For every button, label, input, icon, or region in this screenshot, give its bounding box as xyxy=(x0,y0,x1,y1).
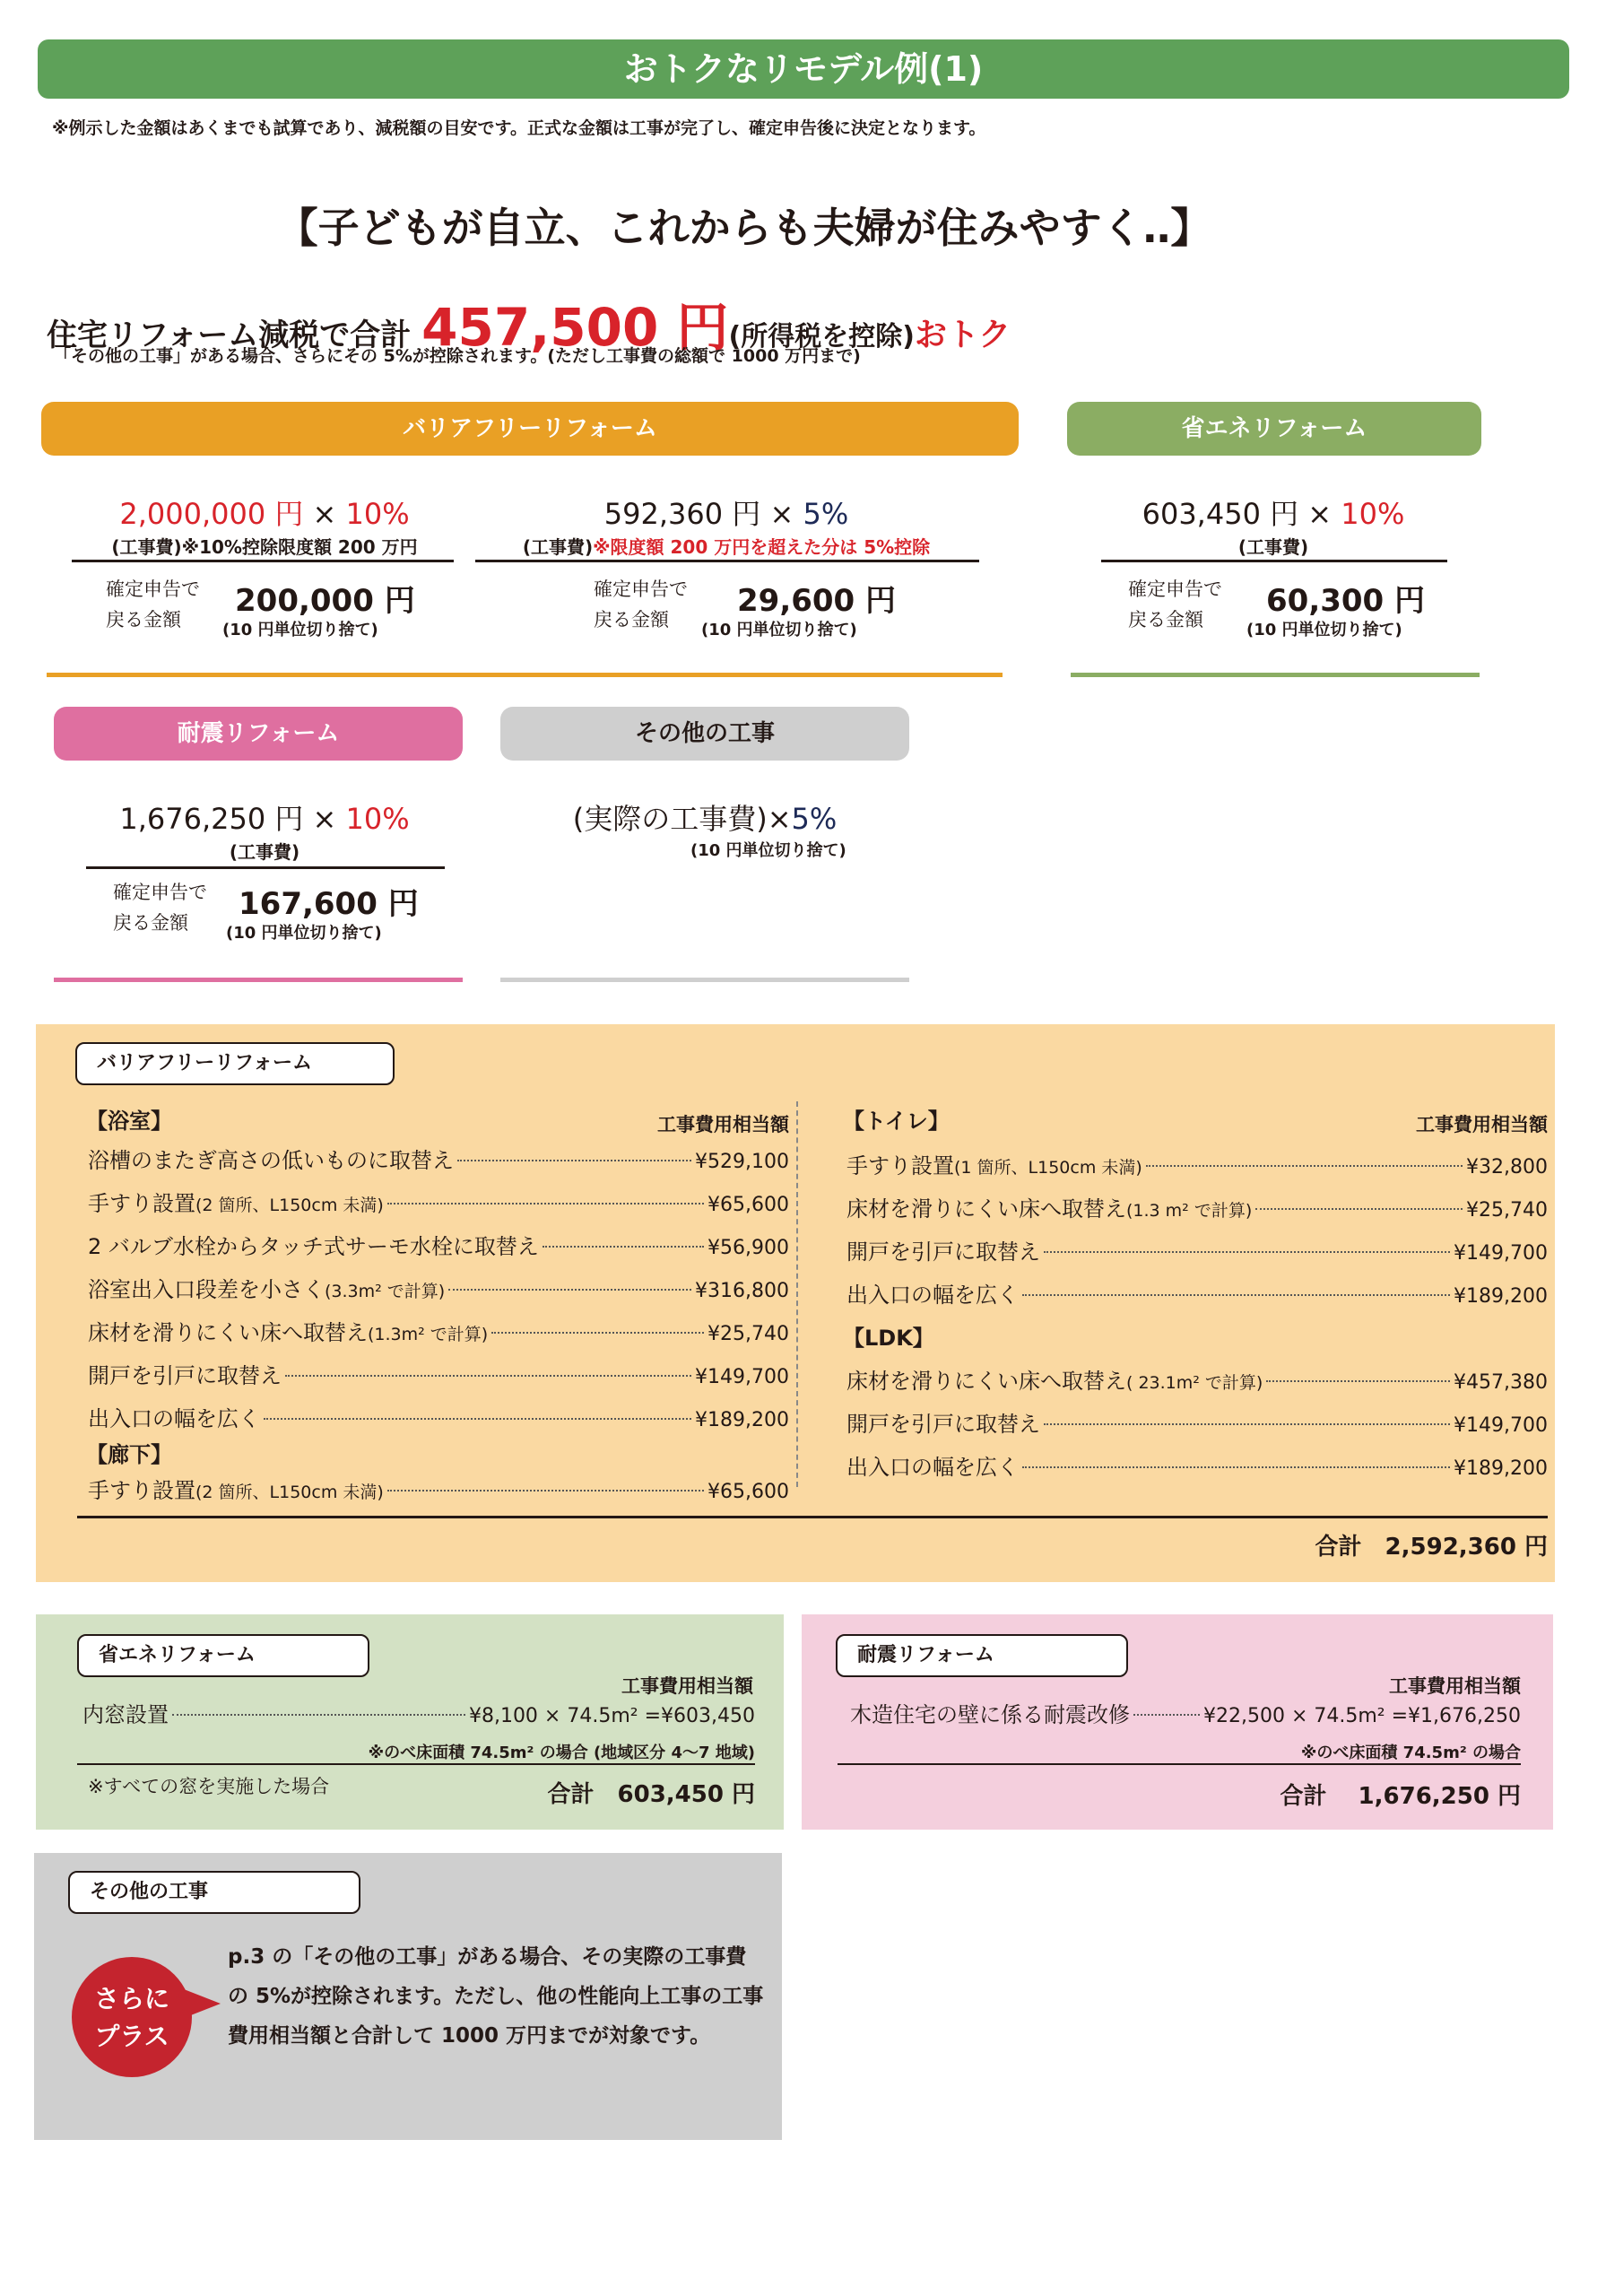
item-label: 手すり設置 xyxy=(88,1191,195,1216)
divider xyxy=(77,1763,755,1765)
calc-b2-note-b: ※限度額 200 万円を超えた分は 5%控除 xyxy=(593,536,931,558)
refund-label-1: 確定申告で xyxy=(594,578,688,600)
calc-other-formula xyxy=(500,796,909,838)
calc-quake-rate: 10% xyxy=(345,802,410,836)
calc-other-base: (実際の工事費) xyxy=(572,802,768,836)
barrier-free-detail-panel xyxy=(36,1024,1555,1582)
item-sub: (1.3m² で計算) xyxy=(368,1325,489,1344)
item-label: 開戸を引戸に取替え xyxy=(846,1412,1040,1437)
rounding-note: (10 円単位切り捨て) xyxy=(1246,621,1402,639)
item-label: 手すり設置 xyxy=(846,1153,954,1178)
divider xyxy=(475,560,979,562)
refund-eco: 60,300 円 xyxy=(1266,583,1426,619)
list-item xyxy=(88,1182,789,1225)
refund-label-1: 確定申告で xyxy=(113,882,207,903)
item-value: ¥25,740 xyxy=(1466,1199,1548,1222)
column-head: 工事費用相当額 xyxy=(657,1114,789,1135)
item-value: ¥457,380 xyxy=(1454,1371,1548,1394)
eco-note: ※すべての窓を実施した場合 xyxy=(88,1776,330,1797)
calc-eco-formula xyxy=(1085,491,1462,533)
calc-quake-base: 1,676,250 円 xyxy=(119,802,304,836)
column-head: 工事費用相当額 xyxy=(1389,1675,1521,1697)
list-item xyxy=(846,1360,1548,1403)
pill-barrier-free: バリアフリーリフォーム xyxy=(41,402,1019,456)
item-label: 床材を滑りにくい床へ取替え xyxy=(88,1320,368,1345)
item-value: ¥149,700 xyxy=(695,1366,789,1388)
refund-label xyxy=(594,574,688,635)
item-label: 木造住宅の壁に係る耐震改修 xyxy=(850,1702,1130,1727)
headline: 【子どもが自立、これからも夫婦が住みやすく‥】 xyxy=(276,204,1212,252)
item-value: ¥189,200 xyxy=(1454,1457,1548,1480)
item-label: 浴槽のまたぎ高さの低いものに取替え xyxy=(88,1148,454,1173)
calc-b2-times: × xyxy=(769,497,794,531)
item-value: ¥65,600 xyxy=(708,1481,789,1503)
calc-b2-base: 592,360 円 xyxy=(603,497,761,531)
calc-quake-note: (工事費) xyxy=(229,841,300,863)
list-item xyxy=(846,1446,1548,1489)
summary-note: 「その他の工事」がある場合、さらにその 5%が控除されます。(ただし工事費の総額で 1000 万円まで) xyxy=(54,346,861,366)
item-label: 出入口の幅を広く xyxy=(88,1406,260,1431)
toilet-list xyxy=(846,1144,1548,1317)
calc-other-times: × xyxy=(767,802,792,836)
calc-b2-note-a: (工事費) xyxy=(522,536,594,558)
refund-label xyxy=(106,574,200,635)
quake-foot: ※のべ床面積 74.5m² の場合 xyxy=(1300,1744,1521,1762)
list-item xyxy=(82,1693,755,1736)
refund-label-2: 戻る金額 xyxy=(106,609,181,631)
item-sub: ( 23.1m² で計算) xyxy=(1126,1373,1263,1393)
divider xyxy=(77,1516,1548,1518)
calc-eco-times: × xyxy=(1307,497,1333,531)
quake-total: 合計 1,676,250 円 xyxy=(1280,1783,1521,1810)
list-item xyxy=(850,1693,1521,1736)
panel-tag: 耐震リフォーム xyxy=(836,1634,1128,1677)
item-value: ¥65,600 xyxy=(708,1194,789,1216)
column-head: 工事費用相当額 xyxy=(621,1675,753,1697)
divider xyxy=(86,866,445,869)
list-item xyxy=(88,1354,789,1397)
divider xyxy=(838,1763,1521,1765)
badge-line-1: さらに xyxy=(93,1984,169,2013)
calc-b2-formula xyxy=(475,491,977,533)
hall-list xyxy=(88,1469,789,1512)
calc-quake-formula xyxy=(54,796,475,838)
calc-eco-note: (工事費) xyxy=(1237,536,1309,558)
item-label: 床材を滑りにくい床へ取替え xyxy=(846,1196,1126,1222)
refund-label-1: 確定申告で xyxy=(106,578,200,600)
item-label: 床材を滑りにくい床へ取替え xyxy=(846,1369,1126,1394)
refund-label-2: 戻る金額 xyxy=(594,609,669,631)
item-label: 内窓設置 xyxy=(82,1702,169,1727)
other-underline xyxy=(500,978,909,982)
item-label: 開戸を引戸に取替え xyxy=(88,1363,282,1388)
list-item xyxy=(846,1187,1548,1231)
eco-list xyxy=(82,1693,755,1736)
summary-prefix: 住宅リフォーム減税で合計 xyxy=(47,317,422,353)
column-head: 工事費用相当額 xyxy=(1416,1114,1548,1135)
item-label: 浴室出入口段差を小さく xyxy=(88,1277,325,1302)
calc-b2-note xyxy=(475,533,977,559)
barrier-total: 合計 2,592,360 円 xyxy=(1315,1534,1548,1561)
list-item xyxy=(88,1469,789,1512)
item-label: 開戸を引戸に取替え xyxy=(846,1239,1040,1265)
calc-b1-times: × xyxy=(312,497,337,531)
list-item xyxy=(846,1144,1548,1187)
eco-foot: ※のべ床面積 74.5m² の場合 (地域区分 4～7 地域) xyxy=(368,1744,755,1762)
calc-b1-base: 2,000,000 円 xyxy=(119,497,304,531)
item-label: 出入口の幅を広く xyxy=(846,1283,1019,1308)
item-value: ¥22,500 × 74.5m² =¥1,676,250 xyxy=(1202,1705,1521,1727)
divider xyxy=(72,560,454,562)
item-value: ¥56,900 xyxy=(708,1237,789,1259)
item-label: 手すり設置 xyxy=(88,1478,195,1503)
quake-underline xyxy=(54,978,463,982)
refund-label xyxy=(113,877,207,938)
item-value: ¥189,200 xyxy=(1454,1285,1548,1308)
calc-b1-note: (工事費)※10%控除限度額 200 万円 xyxy=(111,536,418,558)
item-label: 2 バルブ水栓からタッチ式サーモ水栓に取替え xyxy=(88,1234,539,1259)
calc-b1-formula xyxy=(54,491,475,533)
panel-tag: その他の工事 xyxy=(68,1871,360,1914)
section-head-bath: 【浴室】 xyxy=(86,1109,172,1134)
item-value: ¥149,700 xyxy=(1454,1414,1548,1437)
item-value: ¥32,800 xyxy=(1466,1156,1548,1178)
energy-saving-detail-panel xyxy=(36,1614,784,1830)
calc-b2-rate: 5% xyxy=(803,497,849,531)
calc-other-rate: 5% xyxy=(791,802,838,836)
section-head-hall: 【廊下】 xyxy=(86,1442,172,1467)
calc-quake-times: × xyxy=(312,802,337,836)
section-head-toilet: 【トイレ】 xyxy=(843,1109,950,1134)
earthquake-detail-panel xyxy=(802,1614,1553,1830)
item-sub: (1.3 m² で計算) xyxy=(1126,1201,1253,1221)
pill-earthquake: 耐震リフォーム xyxy=(54,707,463,761)
list-item xyxy=(88,1397,789,1440)
list-item xyxy=(88,1311,789,1354)
refund-label xyxy=(1128,574,1222,635)
refund-b1: 200,000 円 xyxy=(235,583,415,619)
list-item xyxy=(846,1231,1548,1274)
refund-label-2: 戻る金額 xyxy=(1128,609,1203,631)
eco-underline xyxy=(1071,673,1480,677)
disclaimer: ※例示した金額はあくまでも試算であり、減税額の目安です。正式な金額は工事が完了し、確定申告後に決定となります。 xyxy=(52,118,986,138)
pill-other-work: その他の工事 xyxy=(500,707,909,761)
quake-list xyxy=(850,1693,1521,1736)
panel-tag: 省エネリフォーム xyxy=(77,1634,369,1677)
summary-paren: (所得税を控除) xyxy=(728,321,915,352)
item-value: ¥149,700 xyxy=(1454,1242,1548,1265)
rounding-note: (10 円単位切り捨て) xyxy=(226,924,382,943)
other-work-text: p.3 の「その他の工事」がある場合、その実際の工事費の 5%が控除されます。ただし、他の性能向上工事の工事費用相当額と合計して 1000 万円までが対象です。 xyxy=(228,1945,764,2048)
divider xyxy=(1101,560,1447,562)
refund-b2: 29,600 円 xyxy=(737,583,897,619)
refund-quake: 167,600 円 xyxy=(239,886,419,922)
summary-amount: 457,500 円 xyxy=(421,297,729,358)
ldk-list xyxy=(846,1360,1548,1489)
item-value: ¥189,200 xyxy=(695,1409,789,1431)
eco-total: 合計 603,450 円 xyxy=(547,1781,755,1808)
plus-badge xyxy=(72,1957,192,2077)
barrier-underline xyxy=(47,673,1003,677)
item-sub: (2 箇所、L150cm 未満) xyxy=(195,1196,384,1215)
item-sub: (1 箇所、L150cm 未満) xyxy=(954,1158,1142,1178)
calc-eco-base: 603,450 円 xyxy=(1142,497,1299,531)
item-value: ¥8,100 × 74.5m² =¥603,450 xyxy=(468,1705,755,1727)
badge-line-2: プラス xyxy=(94,2022,169,2051)
list-item xyxy=(88,1139,789,1182)
summary-suffix: おトク xyxy=(914,317,1011,353)
pill-energy-saving: 省エネリフォーム xyxy=(1067,402,1481,456)
section-head-ldk: 【LDK】 xyxy=(843,1326,934,1351)
calc-b1-rate: 10% xyxy=(345,497,410,531)
calc-eco-rate: 10% xyxy=(1341,497,1405,531)
item-sub: (3.3m² で計算) xyxy=(325,1282,446,1301)
item-label: 出入口の幅を広く xyxy=(846,1455,1019,1480)
column-divider xyxy=(796,1101,798,1487)
list-item xyxy=(88,1268,789,1311)
rounding-note: (10 円単位切り捨て) xyxy=(701,621,857,639)
rounding-note: (10 円単位切り捨て) xyxy=(222,621,378,639)
item-value: ¥529,100 xyxy=(695,1151,789,1173)
rounding-note: (10 円単位切り捨て) xyxy=(690,841,846,860)
list-item xyxy=(846,1403,1548,1446)
list-item xyxy=(846,1274,1548,1317)
bath-list xyxy=(88,1139,789,1440)
refund-label-2: 戻る金額 xyxy=(113,912,188,934)
panel-tag: バリアフリーリフォーム xyxy=(75,1042,395,1085)
item-value: ¥25,740 xyxy=(708,1323,789,1345)
list-item xyxy=(88,1225,789,1268)
refund-label-1: 確定申告で xyxy=(1128,578,1222,600)
item-sub: (2 箇所、L150cm 未満) xyxy=(195,1483,384,1502)
page-title-bar: おトクなリモデル例(1) xyxy=(38,39,1569,99)
item-value: ¥316,800 xyxy=(695,1280,789,1302)
